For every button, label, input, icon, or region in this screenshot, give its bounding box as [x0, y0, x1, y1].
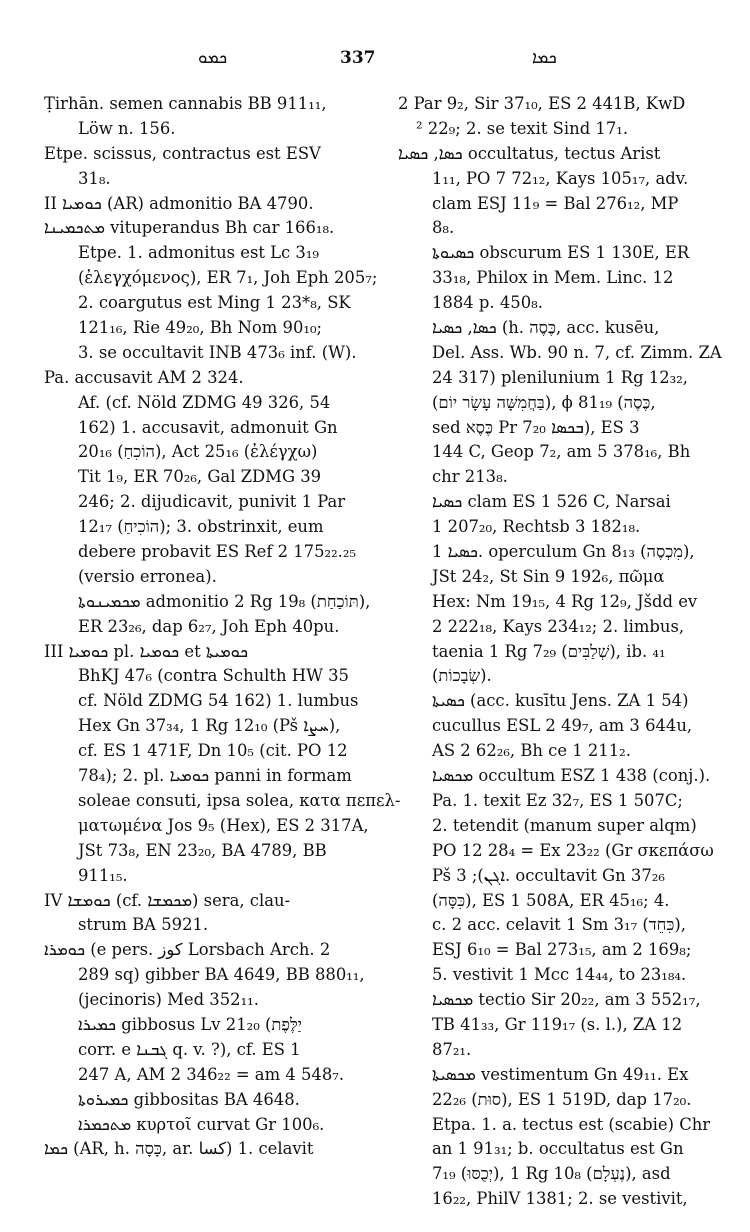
text-line: sed כֶּסֶא Pr 7₂₀ ܒܟܣܐ), ES 3	[432, 417, 640, 437]
text-line: ܟܡܝܪܐ gibbosus Lv 21₂₀ (יַלֶּפֶת	[78, 1014, 302, 1034]
text-line: II ܟܘܡܝܐ (AR) admonitio BA 4790.	[44, 193, 314, 213]
text-line: Löw n. 156.	[78, 118, 176, 138]
right-catchword: ܟܡܐ	[532, 48, 557, 68]
text-line: 289 sq) gibber BA 4649, BB 880₁₁,	[78, 965, 365, 985]
text-line: 33₁₈, Philox in Mem. Linc. 12	[432, 268, 674, 288]
text-line: Etpa. 1. a. tectus est (scabie) Chr	[432, 1114, 711, 1134]
text-line: debere probavit ES Ref 2 175₂₂.₂₅	[78, 542, 357, 562]
text-line: ܟܡܐ (AR, h. כָּסָה, ar. كسا) 1. celavit	[44, 1139, 314, 1159]
text-line: JSt 24₂, St Sin 9 192₆, πῶμα	[432, 566, 665, 586]
text-line: cucullus ESL 2 49₇, am 3 644u,	[432, 716, 693, 736]
text-line: ܡܬܟܡܝܢܐ vituperandus Bh car 166₁₈.	[44, 218, 335, 238]
text-line: 87₂₁.	[432, 1039, 472, 1059]
text-line: 2. coargutus est Ming 1 23*₈, SK	[78, 293, 351, 313]
text-line: 31₈.	[78, 168, 111, 188]
right-column	[398, 92, 722, 1212]
text-line: ܡܬܟܡܪܐ κυρτοῖ curvat Gr 100₆.	[78, 1114, 325, 1134]
text-line: 1 207₂₀, Rechtsb 3 182₁₈.	[432, 517, 641, 537]
text-line: 246; 2. dijudicavit, punivit 1 Par	[78, 492, 346, 512]
text-line: 247 A, AM 2 346₂₂ = am 4 548₇.	[78, 1064, 345, 1084]
text-line: ER 23₂₆, dap 6₂₇, Joh Eph 40pu.	[78, 616, 340, 636]
text-line: 911₁₅.	[78, 865, 128, 885]
text-line: 22₂₆ (סוּת), ES 1 519D, dap 17₂₀.	[432, 1089, 692, 1109]
text-line: Hex: Nm 19₁₅, 4 Rg 12₉, Jšdd ev	[432, 591, 698, 611]
text-line: cf. Nöld ZDMG 54 162) 1. lumbus	[78, 691, 359, 711]
text-line: Ṭirhān. semen cannabis BB 911₁₁,	[44, 94, 327, 113]
text-line: c. 2 acc. celavit 1 Sm 3₁₇ (כִּחֵד),	[432, 915, 686, 935]
text-line: Pa. accusavit AM 2 324.	[44, 367, 244, 387]
left-column	[44, 92, 401, 1162]
text-line: ܟܣܐ, ܟܣܝܐ (h. כֶּסֶה, acc. kusēu,	[432, 318, 660, 338]
text-line: (בַּחֲמִשָּׁה עָשָׂר יוֹם), ϕ 81₁₉ (כֶּסֶה,	[432, 392, 656, 412]
page-number: 337	[340, 48, 376, 68]
text-line: (jecinoris) Med 352₁₁.	[78, 990, 259, 1010]
text-line: 121₁₆, Rie 49₂₀, Bh Nom 90₁₀;	[78, 318, 323, 338]
text-line: Pš ܐܓܢ); 3. occultavit Gn 37₂₆	[432, 865, 665, 885]
text-line: soleae consuti, ipsa solea, κατα πεπελ-	[78, 790, 401, 810]
text-line: 3. se occultavit INB 473₆ inf. (W).	[78, 342, 357, 362]
text-line: IV ܟܘܡܫܐ (cf. ܡܟܡܫܐ) sera, clau-	[44, 890, 291, 910]
text-line: 7₁₉ (יְכֻסּוּ), 1 Rg 10₈ (נֶעְלָם), asd	[432, 1164, 671, 1184]
text-line: 12₁₇ (הוֹכִיחַ); 3. obstrinxit, eum	[78, 517, 324, 537]
text-line: chr 213₈.	[432, 467, 508, 487]
text-line: 20₁₆ (הוֹכִחַ), Act 25₁₆ (ἐλέγχω)	[78, 442, 318, 462]
text-line: 144 C, Geop 7₂, am 5 378₁₆, Bh	[432, 442, 691, 462]
text-line: ² 22₉; 2. se texit Sind 17₁.	[416, 118, 629, 138]
text-line: (שְׂבָכוֹת).	[432, 666, 492, 686]
text-line: ܟܘܡܪܐ (e pers. كوز Lorsbach Arch. 2	[44, 940, 331, 960]
text-line: an 1 91₃₁; b. occultatus est Gn	[432, 1139, 684, 1159]
text-line: ܡܟܣܝܐ occultum ESZ 1 438 (conj.).	[432, 766, 711, 786]
page-header	[0, 48, 750, 78]
text-line: ܡܟܡܝܢܘܬܐ admonitio 2 Rg 19₈ (תּוֹכַחַת),	[78, 591, 371, 611]
text-line: cf. ES 1 471F, Dn 10₅ (cit. PO 12	[78, 741, 348, 761]
text-line: (ἐλεγχόμενος), ER 7₁, Joh Eph 205₇;	[78, 268, 378, 288]
text-line: 5. vestivit 1 Mcc 14₄₄, to 23₁₈₄.	[432, 965, 687, 985]
text-line: TB 41₃₃, Gr 119₁₇ (s. l.), ZA 12	[432, 1014, 683, 1034]
text-line: ܡܟܣܝܐ tectio Sir 20₂₂, am 3 552₁₇,	[432, 990, 701, 1010]
text-line: 2 222₁₈, Kays 234₁₂; 2. limbus,	[432, 616, 685, 636]
text-line: ESJ 6₁₀ = Bal 273₁₅, am 2 169₈;	[432, 940, 692, 960]
text-line: 16₂₂, PhilV 1381; 2. se vestivit,	[432, 1189, 688, 1209]
text-line: 8₈.	[432, 218, 455, 238]
text-line: BhKJ 47₆ (contra Schulth HW 35	[78, 666, 349, 686]
text-line: 2 Par 9₂, Sir 37₁₀, ES 2 441B, KwD	[398, 94, 686, 113]
text-line: III ܟܘܡܝܐ pl. ܟܘܡܝܐ et ܟܘܡܝܬܐ	[44, 641, 249, 661]
text-line: corr. e ܓܒܢܐ q. v. ?), cf. ES 1	[78, 1039, 301, 1059]
text-line: 162) 1. accusavit, admonuit Gn	[78, 417, 338, 437]
text-line: (versio erronea).	[78, 566, 217, 586]
text-line: taenia 1 Rg 7₂₉ (שְׁלַבִּים), ib. ₄₁	[432, 641, 666, 661]
text-line: Del. Ass. Wb. 90 n. 7, cf. Zimm. ZA	[432, 342, 722, 362]
text-line: 24 317) plenilunium 1 Rg 12₃₂,	[432, 367, 688, 387]
text-line: Etpe. 1. admonitus est Lc 3₁₉	[78, 243, 320, 263]
text-line: 1884 p. 450₈.	[432, 293, 543, 313]
text-line: AS 2 62₂₆, Bh ce 1 211₂.	[432, 741, 631, 761]
text-line: ܟܣܝܐ 1. operculum Gn 8₁₃ (מִכְסֶה),	[432, 542, 695, 562]
text-line: ܟܣܐ, ܟܣܝܐ occultatus, tectus Arist	[398, 143, 661, 163]
text-line: 1₁₁, PO 7 72₁₂, Kays 105₁₇, adv.	[432, 168, 689, 188]
text-line: ܡܟܣܝܬܐ vestimentum Gn 49₁₁. Ex	[432, 1064, 689, 1084]
text-line: clam ESJ 11₉ = Bal 276₁₂, MP	[432, 193, 679, 213]
text-line: (כִּסָּה), ES 1 508A, ER 45₁₆; 4.	[432, 890, 670, 910]
text-line: PO 12 28₄ = Ex 23₂₂ (Gr σκεπάσω	[432, 840, 714, 860]
text-line: Etpe. scissus, contractus est ESV	[44, 143, 321, 163]
text-line: ματωμένα Jos 9₅ (Hex), ES 2 317A,	[78, 815, 369, 835]
text-line: ܟܣܝܘܬܐ obscurum ES 1 130E, ER	[432, 243, 690, 263]
text-line: ܟܡܝܪܘܬܐ gibbositas BA 4648.	[78, 1089, 300, 1109]
text-line: 2. tetendit (manum super alqm)	[432, 815, 697, 835]
text-line: Hex Gn 37₃₄, 1 Rg 12₁₀ (Pš ܚܨܐ),	[78, 716, 341, 736]
text-line: ܟܣܝܐ clam ES 1 526 C, Narsai	[432, 492, 671, 512]
text-line: ܟܣܝܬܐ (acc. kusītu Jens. ZA 1 54)	[432, 691, 689, 711]
left-catchword: ܟܡܘ	[198, 48, 228, 68]
text-line: JSt 73₈, EN 23₂₀, BA 4789, BB	[78, 840, 327, 860]
text-line: Af. (cf. Nöld ZDMG 49 326, 54	[78, 392, 331, 412]
text-line: 78₄); 2. pl. ܟܘܡܝܐ panni in formam	[78, 766, 352, 786]
text-line: Pa. 1. texit Ez 32₇, ES 1 507C;	[432, 790, 683, 810]
text-line: Tit 1₉, ER 70₂₆, Gal ZDMG 39	[78, 467, 322, 487]
text-line: strum BA 5921.	[78, 915, 209, 935]
